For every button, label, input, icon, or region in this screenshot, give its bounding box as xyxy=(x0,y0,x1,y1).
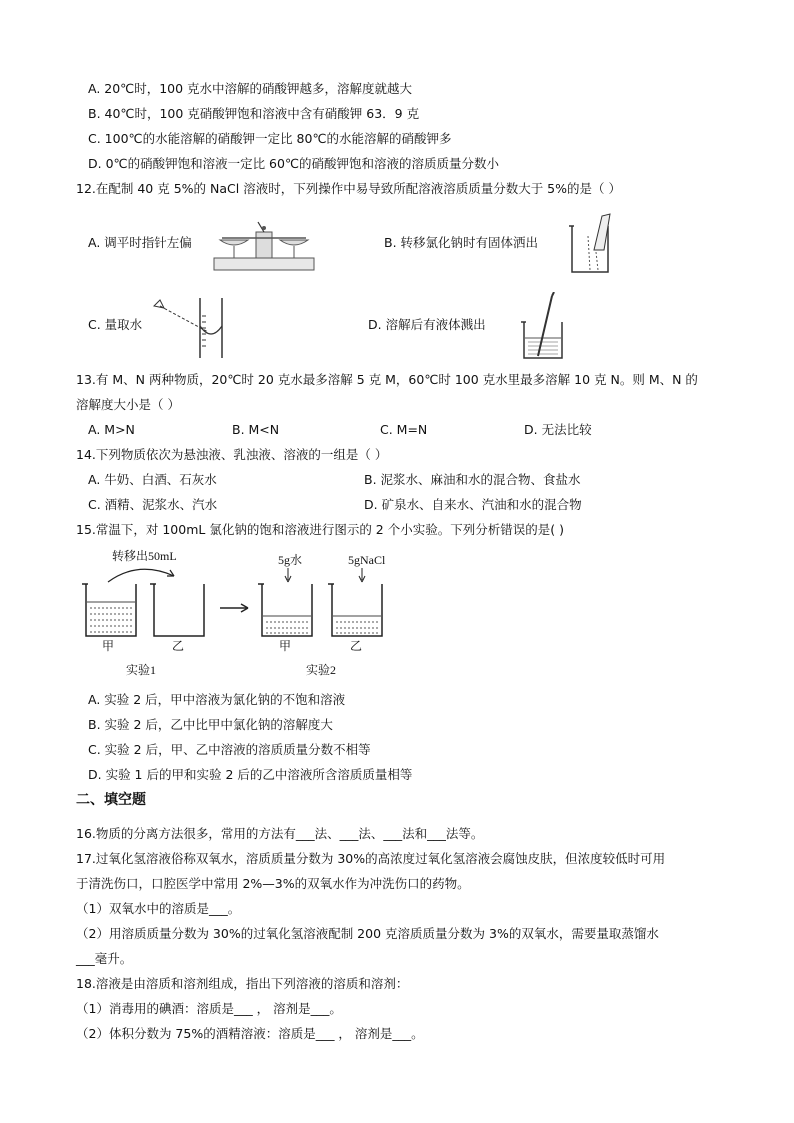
q18-line1: 18.溶液是由溶质和溶剂组成，指出下列溶液的溶质和溶剂： xyxy=(76,976,409,991)
q18-line3: （2）体积分数为 75%的酒精溶液：溶质是___ ， 溶剂是___。 xyxy=(76,1026,424,1041)
q12-option-a: A. 调平时指针左偏 xyxy=(88,235,192,250)
q17-line1: 17.过氧化氢溶液俗称双氧水，溶质质量分数为 30%的高浓度过氧化氢溶液会腐蚀皮肤，但浓度较低时可用 xyxy=(76,851,666,866)
label-transfer: 转移出50mL xyxy=(112,549,177,563)
q12-option-c: C. 量取水 xyxy=(88,317,143,332)
q12-option-b: B. 转移氯化钠时有固体洒出 xyxy=(384,235,539,250)
q16-text: 16.物质的分离方法很多，常用的方法有___法、___法、___法和___法等。 xyxy=(76,826,484,841)
q15-option-d: D. 实验 1 后的甲和实验 2 后的乙中溶液所含溶质质量相等 xyxy=(88,767,413,782)
beaker-yi-exp1 xyxy=(150,584,204,636)
experiment-figure xyxy=(78,546,400,682)
beaker-jia-exp2 xyxy=(258,584,312,636)
q14-option-a: A. 牛奶、白酒、石灰水 xyxy=(88,472,217,487)
q13-stem-line2: 溶解度大小是（ ） xyxy=(76,397,180,412)
label-water: 5g水 xyxy=(278,553,303,567)
q14-stem: 14.下列物质依次为悬浊液、乳浊液、溶液的一组是（ ） xyxy=(76,447,388,462)
label-yi-exp2: 乙 xyxy=(350,639,363,653)
balance-figure xyxy=(212,218,316,272)
q15-stem: 15.常温下，对 100mL 氯化钠的饱和溶液进行图示的 2 个小实验。下列分析错误的是( ) xyxy=(76,522,564,537)
q14-option-d: D. 矿泉水、自来水、汽油和水的混合物 xyxy=(364,497,582,512)
q13-option-c: C. M=N xyxy=(380,422,428,437)
stirring-beaker-figure xyxy=(518,292,568,362)
q13-option-a: A. M>N xyxy=(88,422,135,437)
q11-option-a: A. 20℃时，100 克水中溶解的硝酸钾越多，溶解度就越大 xyxy=(88,81,413,96)
q15-option-b: B. 实验 2 后，乙中比甲中氯化钠的溶解度大 xyxy=(88,717,333,732)
q11-option-b: B. 40℃时，100 克硝酸钾饱和溶液中含有硝酸钾 63．9 克 xyxy=(88,106,420,121)
q17-line3: （1）双氧水中的溶质是___。 xyxy=(76,901,241,916)
q15-option-c: C. 实验 2 后，甲、乙中溶液的溶质质量分数不相等 xyxy=(88,742,371,757)
q14-option-c: C. 酒精、泥浆水、汽水 xyxy=(88,497,218,512)
label-jia-exp2: 甲 xyxy=(279,639,292,653)
label-jia-exp1: 甲 xyxy=(102,639,115,653)
q14-option-b: B. 泥浆水、麻油和水的混合物、食盐水 xyxy=(364,472,581,487)
beaker-yi-exp2 xyxy=(328,584,382,636)
q12-option-d: D. 溶解后有液体溅出 xyxy=(368,317,486,332)
q13-option-b: B. M<N xyxy=(232,422,280,437)
label-nacl: 5gNaCl xyxy=(348,553,386,567)
q13-option-d: D. 无法比较 xyxy=(524,422,592,437)
label-yi-exp1: 乙 xyxy=(172,639,185,653)
cylinder-reading-figure xyxy=(150,296,230,360)
section-heading: 二、填空题 xyxy=(76,792,146,808)
q18-line2: （1）消毒用的碘酒：溶质是___ ， 溶剂是___。 xyxy=(76,1001,342,1016)
beaker-jia-exp1 xyxy=(82,584,136,636)
q17-line5: ___毫升。 xyxy=(76,951,133,966)
q12-stem: 12.在配制 40 克 5%的 NaCl 溶液时，下列操作中易导致所配溶液溶质质量分数大于 5%的是（ ） xyxy=(76,181,621,196)
q11-option-d: D. 0℃的硝酸钾饱和溶液一定比 60℃的硝酸钾饱和溶液的溶质质量分数小 xyxy=(88,156,499,171)
q15-option-a: A. 实验 2 后，甲中溶液为氯化钠的不饱和溶液 xyxy=(88,692,346,707)
q13-stem-line1: 13.有 M、N 两种物质，20℃时 20 克水最多溶解 5 克 M，60℃时 100 克水里最多溶解 10 克 N。则 M、N 的 xyxy=(76,372,698,387)
q17-line2: 于清洗伤口，口腔医学中常用 2%—3%的双氧水作为冲洗伤口的药物。 xyxy=(76,876,470,891)
q11-option-c: C. 100℃的水能溶解的硝酸钾一定比 80℃的水能溶解的硝酸钾多 xyxy=(88,131,452,146)
beaker-pouring-figure xyxy=(566,212,620,276)
label-exp2: 实验2 xyxy=(306,663,337,677)
q17-line4: （2）用溶质质量分数为 30%的过氧化氢溶液配制 200 克溶质质量分数为 3%的双氧水，需要量取蒸馏水 xyxy=(76,926,659,941)
label-exp1: 实验1 xyxy=(126,663,157,677)
